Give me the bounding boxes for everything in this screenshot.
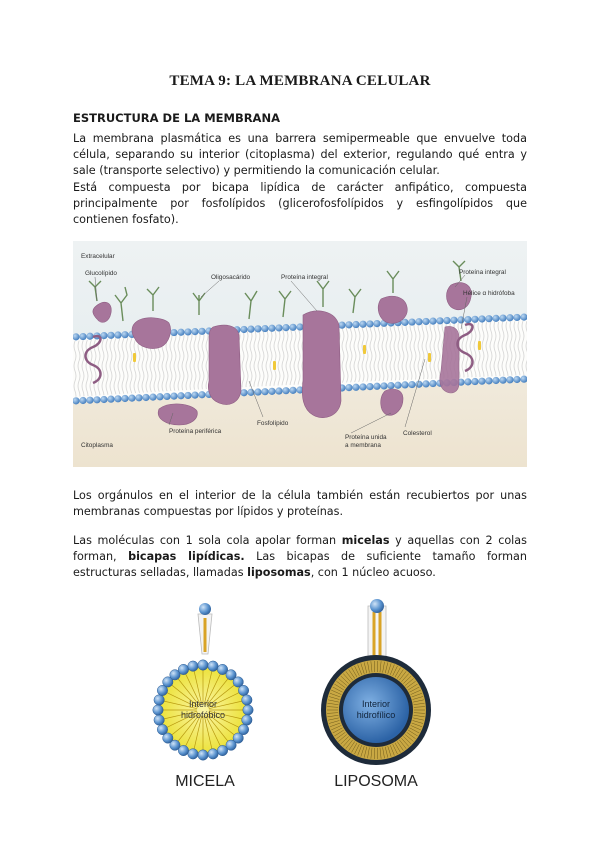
micela-label: MICELA — [175, 773, 235, 790]
label-citoplasma: Citoplasma — [81, 442, 113, 449]
label-proteina-periferica: Proteína periférica — [169, 428, 222, 435]
paragraph-definition: La membrana plasmática es una barrera semipermeable que envuelve toda célula, separando su interior (citoplasma) del exterior, regulando qué entra y sale (transporte selectivo) y permitiendo la comunicación celular. — [73, 132, 527, 177]
paragraph-micelles — [73, 533, 527, 581]
liposoma-label: LIPOSOMA — [334, 773, 418, 790]
p4-text-a: Las moléculas con 1 sola cola apolar forman — [73, 534, 342, 547]
p4-text-e: Las bicapas de suficiente tamaño forman estructuras selladas, llamadas — [73, 550, 527, 579]
micelle-interior-label-2: hidrofóbico — [180, 710, 226, 720]
label-extracelular: Extracelular — [81, 253, 115, 260]
term-bicapas: bicapas lipídicas. — [128, 550, 245, 563]
p4-text-g: , con 1 núcleo acuoso. — [310, 566, 436, 579]
section-heading: ESTRUCTURA DE LA MEMBRANA — [73, 111, 280, 125]
label-glucolipido: Glucolípido — [85, 270, 117, 277]
double-tail-lipid-icon — [368, 599, 386, 658]
liposome-interior-label-2: hidrofílico — [356, 710, 396, 720]
paragraph-composition: Está compuesta por bicapa lipídica de carácter anfipático, compuesta principalmente por fosfolípidos (glicerofosfolípidos y esfingolípidos que contienen fosfato). — [73, 181, 527, 226]
membrane-diagram — [73, 241, 527, 467]
p4-text-c: y aquellas con 2 colas forman, — [73, 534, 527, 563]
label-proteina-integral-2: Proteína integral — [459, 269, 506, 276]
liposome — [321, 655, 431, 765]
liposome-interior-label-1: Interior — [361, 699, 391, 709]
term-liposomas: liposomas — [247, 566, 311, 579]
label-oligosacarido: Oligosacárido — [211, 274, 251, 281]
label-fosfolipido: Fosfolípido — [257, 420, 289, 427]
label-proteina-unida-2: a membrana — [345, 442, 381, 449]
label-proteina-integral-1: Proteína integral — [281, 274, 328, 281]
micelle-liposome-diagram — [150, 596, 450, 796]
term-micelas: micelas — [341, 534, 390, 547]
page-title: TEMA 9: LA MEMBRANA CELULAR — [169, 73, 431, 89]
label-colesterol: Colesterol — [403, 430, 432, 437]
label-proteina-unida-1: Proteína unida — [345, 434, 387, 441]
micelle-interior-label-1: Interior — [188, 699, 218, 709]
single-tail-lipid-icon — [198, 603, 212, 654]
paragraph-organelles: Los orgánulos en el interior de la célula también están recubiertos por unas membranas compuestas por lípidos y proteínas. — [73, 489, 527, 518]
label-helice: Hélice α hidrófoba — [463, 290, 515, 297]
micelle — [153, 660, 253, 760]
